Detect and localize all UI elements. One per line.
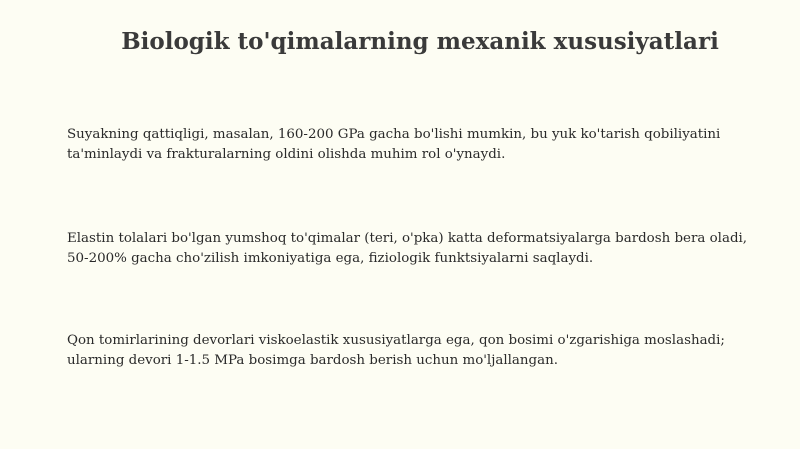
paragraph-blood-vessel-walls: Qon tomirlarining devorlari viskoelastik xususiyatlarga ega, qon bosimi o'zgarishiga moslashadi; ularning devori 1-1.5 MPa bosimga bardosh berish uchun mo'ljallangan. [67, 333, 725, 368]
paragraph-bone-stiffness: Suyakning qattiqligi, masalan, 160-200 GPa gacha bo'lishi mumkin, bu yuk ko'tarish qobiliyatini ta'minlaydi va frakturalarning oldini olishda muhim rol o'ynaydi. [67, 127, 721, 162]
slide-title: Biologik to'qimalarning mexanik xususiyatlari [121, 28, 719, 55]
paragraph-soft-tissue-elasticity: Elastin tolalari bo'lgan yumshoq to'qimalar (teri, o'pka) katta deformatsiyalarga bardosh bera oladi, 50-200% gacha cho'zilish imkoniyatiga ega, fiziologik funktsiyalarni saqlaydi. [67, 231, 748, 266]
